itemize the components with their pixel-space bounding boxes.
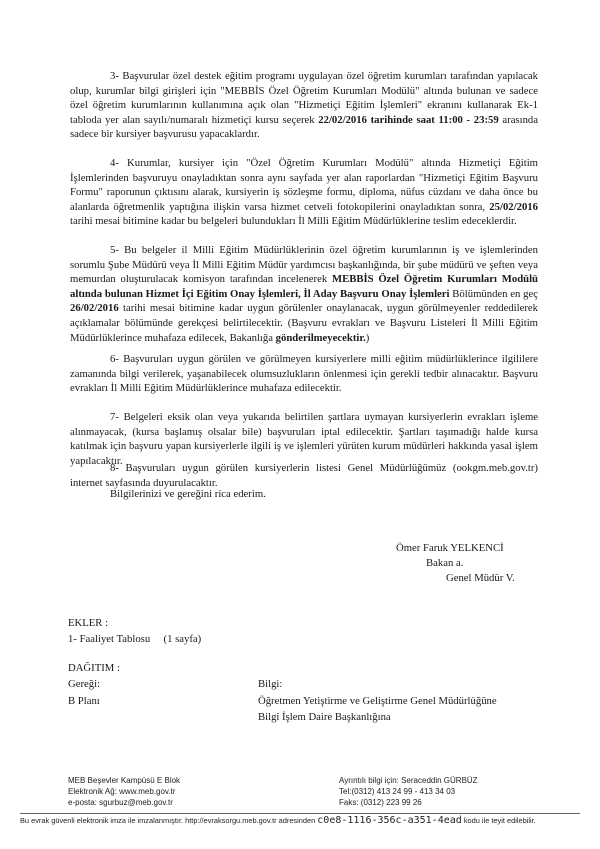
distribution-info-label: Bilgi: bbox=[258, 678, 283, 690]
footer-contact: Ayrıntılı bilgi için: Seraceddin GÜRBÜZ bbox=[339, 776, 478, 785]
deadline-date-bold: 25/02/2016 bbox=[489, 200, 538, 213]
paragraph-8: 8- Başvuruları uygun görülen kursiyerlerin listesi Genel Müdürlüğümüz (ookgm.meb.gov.tr) internet sayfasında duyurulacaktır. bbox=[70, 462, 538, 489]
approval-date-bold: 26/02/2016 bbox=[70, 302, 119, 315]
footer-fax: Faks: (0312) 223 99 26 bbox=[339, 798, 422, 807]
distribution-info-line1: Öğretmen Yetiştirme ve Geliştirme Genel Müdürlüğüne bbox=[258, 695, 497, 707]
not-sent-bold: gönderilmeyecektir. bbox=[275, 331, 366, 344]
signatory-role: Bakan a. bbox=[426, 557, 464, 569]
paragraph-3: 3- Başvurular özel destek eğitim programı uygulayan özel öğretim kurumları tarafından yapılacak olup, kurumlar bilgi girişleri için "MEBBİS Özel Öğretim Kurumları Modülü" altında bulunan ve sadece özel öğretim kurumlarının kullanımına açık olan "Hizmetiçi Eğitim İşlemleri" ekranını kullanarak Ek-1 tabloda yer alan sayılı/numaralı hizmetiçi kursu seçerek 22/02/2016 tarihinde saat 11:00 - 23:59 arasında sadece bir kursiyer başvurusu yapacaklardır. bbox=[70, 70, 538, 141]
paragraph-6: 6- Başvuruları uygun görülen ve görülmeyen kursiyerlere milli eğitim müdürlüklerince ilgililere zamanında bilgi verilerek, yaşanabilecek olumsuzlukların önlenmesi için gerekli tedbir alınacaktır. Başvuru evrakları İl Milli Eğitim Müdürlüklerince muhafaza edilecektir. bbox=[70, 353, 538, 395]
footer-divider bbox=[20, 813, 580, 814]
paragraph-4: 4- Kurumlar, kursiyer için "Özel Öğretim Kurumları Modülü" altında Hizmetiçi Eğitim İşlemlerinden başvuruyu onayladıktan sonra aynı sayfada yer alan raporlardan "Hizmetiçi Eğitim Başvuru Formu" raporunun çıktısını alarak, kursiyerin iş sözleşme formu, diploma, nüfus cüzdanı ve daha önce bu alanlarda öğretmenlik yaptığına ilişkin varsa hizmet cetveli fotokopilerini onayladıktan sonra, 25/02/2016 tarihi mesai bitimine kadar bu belgeleri bulundukları İl Milli Eğitim Müdürlüklerine teslim edeceklerdir. bbox=[70, 157, 538, 228]
footer-web: Elektronik Ağ: www.meb.gov.tr bbox=[68, 787, 176, 796]
footer-phone: Tel:(0312) 413 24 99 - 413 34 03 bbox=[339, 787, 456, 796]
distribution-info-line2: Bilgi İşlem Daire Başkanlığına bbox=[258, 711, 391, 723]
attachment-item: 1- Faaliyet Tablosu (1 sayfa) bbox=[68, 633, 202, 645]
distribution-action-label: Gereği: bbox=[68, 678, 101, 690]
footer-left bbox=[68, 775, 180, 808]
footer-right bbox=[339, 775, 478, 808]
distribution-heading: DAĞITIM : bbox=[68, 662, 120, 674]
footer-email: e-posta: sgurbuz@meb.gov.tr bbox=[68, 798, 173, 807]
signatory-name: Ömer Faruk YELKENCİ bbox=[396, 542, 504, 554]
distribution-action-value: B Planı bbox=[68, 695, 100, 707]
footer-address: MEB Beşevler Kampüsü E Blok bbox=[68, 776, 181, 785]
paragraph-5: 5- Bu belgeler il Milli Eğitim Müdürlüklerinin özel öğretim kurumlarının iş ve işlemlerinden sorumlu Şube Müdürü veya İl Milli Eğitim Müdür yardımcısı başkanlığında, bir şube müdürü ve şeften veya memurdan oluşturulacak komisyon tarafından incelenerek MEBBİS Özel Öğretim Kurumları Modülü altında bulunan Hizmet İçi Eğitim Onay İşlemleri, İl Aday Başvuru Onay İşlemleri Bölümünden en geç 26/02/2016 tarihi mesai bitimine kadar uygun görülenler onaylanacak, uygun görülmeyenler reddedilerek açıklamalar bölümünde gerekçesi belirtilecektir. (Başvuru evrakları ve Başvuru Listeleri İl Milli Eğitim Müdürlüklerince muhafaza edilecek, Bakanlığa gönderilmeyecektir.) bbox=[70, 244, 538, 344]
signature-block bbox=[396, 541, 515, 586]
closing-sentence: Bilgilerinizi ve gereğini rica ederim. bbox=[110, 488, 266, 500]
verification-note: Bu evrak güvenli elektronik imza ile imzalanmıştır. http://evraksorgu.meb.gov.tr adresinden c0e8-1116-356c-a351-4ead kodu ile teyit edilebilir. bbox=[20, 815, 536, 826]
paragraph-7: 7- Belgeleri eksik olan veya yukarıda belirtilen şartlara uymayan kursiyerlerin evrakları işleme alınmayacak, (kursa başlamış olsalar bile) başvuruları iptal edilecektir. Şartları taşımadığı halde kursa katılmak için başvuru yapan kursiyerlerle ilgili iş ve işlemleri yürüten kurum müdürleri hakkında yasal işlem yapılacaktır. bbox=[70, 411, 538, 467]
date-range-bold: 22/02/2016 tarihinde saat 11:00 - 23:59 bbox=[318, 113, 499, 126]
module-name-bold: MEBBİS Özel Öğretim Kurumları Modülü altında bulunan Hizmet İçi Eğitim Onay İşlemleri, İl Aday Başvuru Onay İşlemleri bbox=[70, 273, 538, 300]
attachments-heading: EKLER : bbox=[68, 617, 109, 629]
signatory-title: Genel Müdür V. bbox=[446, 572, 515, 584]
verification-code: c0e8-1116-356c-a351-4ead bbox=[317, 815, 462, 826]
